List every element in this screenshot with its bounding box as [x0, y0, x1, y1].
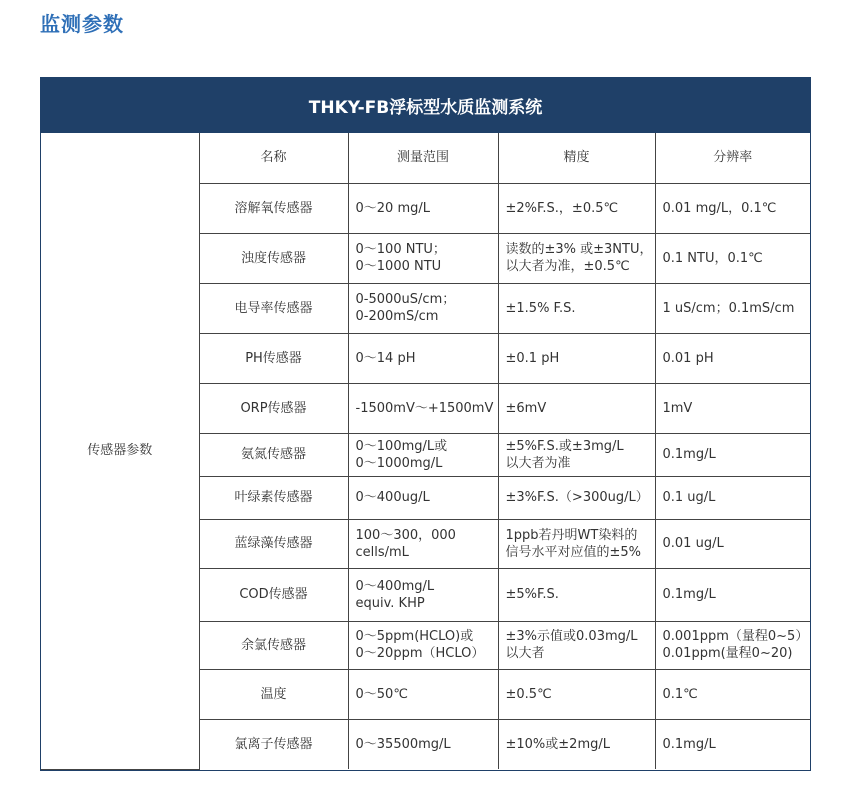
resolution-cell [655, 621, 810, 669]
resolution-cell-line: 0.1mg/L [662, 736, 716, 752]
accuracy-cell [498, 719, 655, 769]
range-cell [348, 383, 498, 433]
accuracy-cell-line: ±2%F.S.，±0.5℃ [505, 200, 619, 216]
sensor-params-table [40, 77, 811, 771]
range-cell-line: 0～14 pH [355, 350, 416, 366]
range-cell [348, 433, 498, 476]
range-cell-line: 0～50℃ [355, 686, 408, 702]
header-accuracy: 精度 [498, 133, 655, 183]
group-label-cell [41, 133, 199, 769]
accuracy-cell-line: ±0.5℃ [505, 686, 552, 702]
range-cell [348, 283, 498, 333]
resolution-cell-line: 0.1mg/L [662, 587, 716, 602]
sensor-name: 氯离子传感器 [199, 719, 348, 769]
accuracy-cell [498, 568, 655, 621]
resolution-cell-line: 0.001ppm（量程0~5） [662, 629, 809, 644]
range-cell [348, 476, 498, 519]
resolution-cell [655, 669, 810, 719]
resolution-cell [655, 568, 810, 621]
range-cell-line: 100～300，000 [355, 527, 456, 543]
resolution-cell-line: 0.01 ug/L [662, 536, 724, 551]
accuracy-cell [498, 183, 655, 233]
resolution-cell [655, 476, 810, 519]
range-cell [348, 519, 498, 568]
resolution-cell-line: 0.1 NTU，0.1℃ [662, 250, 763, 266]
header-resolution: 分辨率 [655, 133, 810, 183]
range-cell-line: 0～20 mg/L [355, 200, 430, 216]
params-grid [41, 133, 810, 770]
resolution-cell [655, 519, 810, 568]
range-cell-line: 0～100 NTU； [355, 242, 446, 257]
accuracy-cell [498, 433, 655, 476]
range-cell-line: 0～400mg/L [355, 578, 435, 594]
range-cell-line: 0～5ppm(HCLO)或 [355, 629, 474, 644]
range-cell-line: 0-5000uS/cm； [355, 292, 456, 307]
accuracy-cell-line: ±0.1 pH [505, 350, 560, 366]
accuracy-cell-line: 信号水平对应值的±5% [505, 544, 642, 560]
range-cell-line: 0～1000mg/L [355, 455, 443, 471]
resolution-cell [655, 433, 810, 476]
accuracy-cell-line: 以大者 [505, 646, 545, 661]
resolution-cell-line: 1mV [662, 400, 693, 416]
table-title: THKY-FB浮标型水质监测系统 [41, 78, 810, 133]
sensor-name: COD传感器 [199, 568, 348, 621]
resolution-cell-line: 0.1mg/L [662, 447, 716, 462]
accuracy-cell-line: ±1.5% F.S. [505, 300, 576, 316]
header-name: 名称 [199, 133, 348, 183]
resolution-cell-line: 0.01ppm(量程0~20) [662, 646, 793, 661]
sensor-name: 氨氮传感器 [199, 433, 348, 476]
accuracy-cell-line: 1ppb若丹明WT染料的 [505, 527, 638, 543]
range-cell [348, 669, 498, 719]
accuracy-cell [498, 333, 655, 383]
resolution-cell [655, 283, 810, 333]
accuracy-cell-line: ±10%或±2mg/L [505, 736, 610, 752]
accuracy-cell [498, 283, 655, 333]
sensor-name: 蓝绿藻传感器 [199, 519, 348, 568]
resolution-cell-line: 0.1 ug/L [662, 490, 716, 505]
accuracy-cell [498, 621, 655, 669]
sensor-name: 温度 [199, 669, 348, 719]
header-range: 测量范围 [348, 133, 498, 183]
accuracy-cell [498, 383, 655, 433]
header-row [41, 133, 810, 183]
accuracy-cell-line: ±3%F.S.（>300ug/L） [505, 490, 649, 505]
page-title: 监测参数 [40, 12, 124, 36]
range-cell-line: 0～20ppm（HCLO） [355, 646, 485, 661]
range-cell [348, 333, 498, 383]
accuracy-cell [498, 476, 655, 519]
range-cell-line: 0～400ug/L [355, 490, 430, 505]
sensor-name: PH传感器 [199, 333, 348, 383]
sensor-name: 叶绿素传感器 [199, 476, 348, 519]
range-cell [348, 621, 498, 669]
resolution-cell [655, 183, 810, 233]
range-cell-line: 0-200mS/cm [355, 309, 439, 324]
range-cell-line: equiv. KHP [355, 595, 425, 611]
range-cell-line: 0～100mg/L或 [355, 438, 448, 454]
resolution-cell [655, 719, 810, 769]
range-cell-line: 0～35500mg/L [355, 736, 451, 752]
accuracy-cell-line: 以大者为准，±0.5℃ [505, 259, 630, 274]
resolution-cell [655, 383, 810, 433]
range-cell-line: 0～1000 NTU [355, 259, 442, 274]
resolution-cell-line: 0.1℃ [662, 686, 698, 702]
accuracy-cell-line: ±5%F.S. [505, 587, 559, 602]
range-cell-line: -1500mV～+1500mV [355, 400, 494, 416]
sensor-name: ORP传感器 [199, 383, 348, 433]
accuracy-cell [498, 519, 655, 568]
sensor-name: 余氯传感器 [199, 621, 348, 669]
group-label: 传感器参数 [87, 443, 153, 459]
resolution-cell [655, 233, 810, 283]
sensor-name: 电导率传感器 [199, 283, 348, 333]
accuracy-cell-line: 以大者为准 [505, 455, 571, 471]
accuracy-cell-line: ±5%F.S.或±3mg/L [505, 438, 624, 454]
sensor-name: 溶解氧传感器 [199, 183, 348, 233]
accuracy-cell-line: ±3%示值或0.03mg/L [505, 629, 638, 644]
resolution-cell [655, 333, 810, 383]
accuracy-cell [498, 233, 655, 283]
accuracy-cell [498, 669, 655, 719]
range-cell-line: cells/mL [355, 544, 409, 560]
accuracy-cell-line: 读数的±3% 或±3NTU， [505, 242, 653, 257]
range-cell [348, 233, 498, 283]
resolution-cell-line: 0.01 mg/L，0.1℃ [662, 200, 777, 216]
resolution-cell-line: 0.01 pH [662, 350, 714, 366]
accuracy-cell-line: ±6mV [505, 400, 547, 416]
range-cell [348, 183, 498, 233]
range-cell [348, 568, 498, 621]
resolution-cell-line: 1 uS/cm；0.1mS/cm [662, 300, 795, 316]
range-cell [348, 719, 498, 769]
sensor-name: 浊度传感器 [199, 233, 348, 283]
